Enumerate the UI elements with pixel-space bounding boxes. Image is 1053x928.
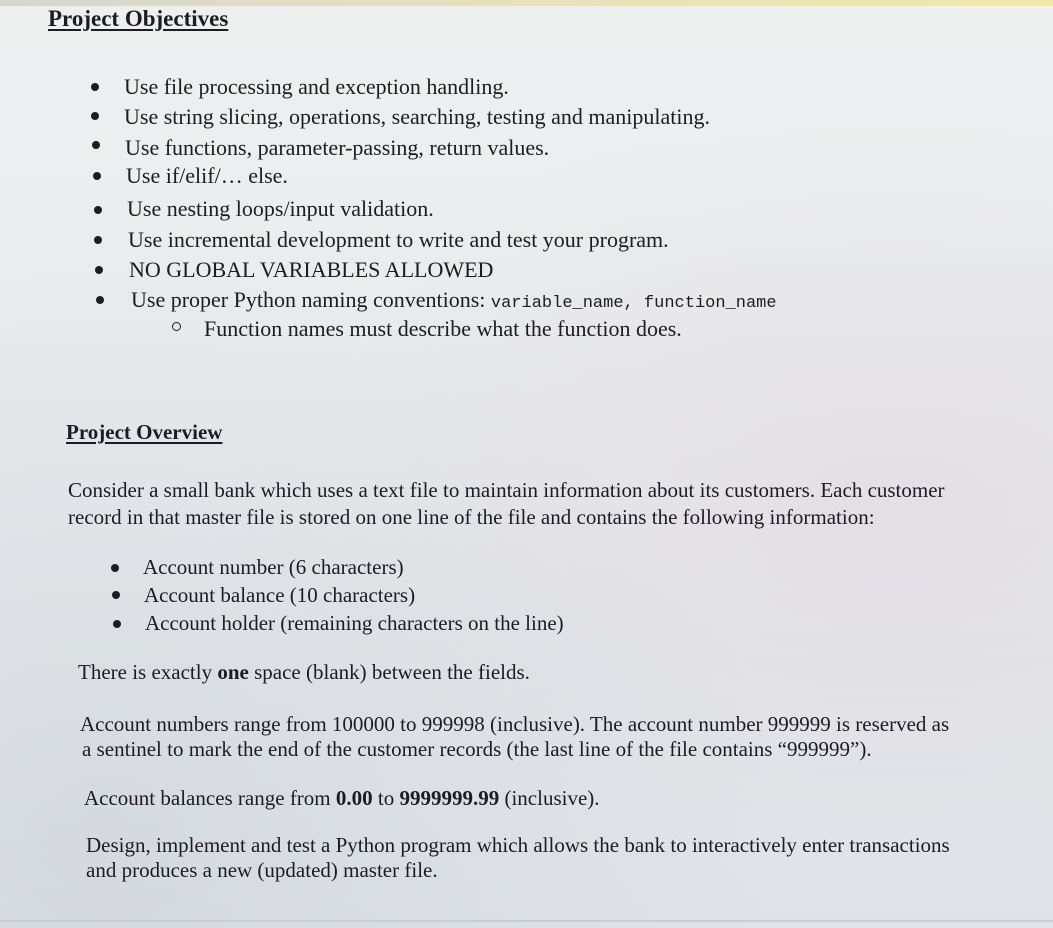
- field-item: Account number (6 characters): [143, 555, 404, 579]
- naming-conventions-text: Use proper Python naming conventions:: [131, 287, 486, 312]
- spacing-emphasis: one: [217, 660, 249, 684]
- field-item: Account balance (10 characters): [144, 583, 416, 607]
- account-range-line2: a sentinel to mark the end of the customer records (the last line of the file contains “999999”).: [82, 737, 872, 761]
- objective-item: NO GLOBAL VARIABLES ALLOWED: [129, 257, 494, 282]
- bullet-icon: [91, 112, 99, 120]
- overview-heading: Project Overview: [66, 420, 223, 444]
- bullet-icon: [95, 266, 103, 274]
- objective-sub-item: Function names must describe what the function does.: [204, 316, 682, 341]
- objective-item: [131, 287, 777, 317]
- overview-intro-line1: Consider a small bank which uses a text file to maintain information about its customers. Each customer: [68, 478, 945, 502]
- balance-text: to: [372, 786, 400, 810]
- field-spacing-note: [78, 659, 530, 685]
- bullet-icon: [96, 296, 104, 304]
- objective-item: Use string slicing, operations, searching, testing and manipulating.: [124, 104, 710, 129]
- bullet-icon: [111, 564, 119, 572]
- design-line2: and produces a new (updated) master file.: [86, 858, 438, 882]
- account-range-line1: Account numbers range from 100000 to 999998 (inclusive). The account number 999999 is reserved as: [80, 712, 950, 736]
- objectives-heading: Project Objectives: [48, 6, 229, 31]
- bullet-icon: [92, 141, 100, 149]
- bullet-icon: [113, 620, 121, 628]
- page-bottom-edge: [0, 920, 1053, 922]
- balance-max: 9999999.99: [399, 786, 500, 810]
- objective-item: Use if/elif/… else.: [126, 163, 288, 188]
- bullet-icon: [94, 236, 102, 244]
- balance-text: (inclusive).: [499, 786, 600, 810]
- spacing-text: There is exactly: [78, 660, 218, 684]
- bullet-icon: [93, 172, 101, 180]
- design-line1: Design, implement and test a Python program which allows the bank to interactively enter transactions: [86, 833, 950, 857]
- naming-conventions-code: variable_name, function_name: [490, 294, 777, 313]
- overview-intro-line2: record in that master file is stored on one line of the file and contains the following information:: [68, 505, 875, 529]
- objective-item: Use file processing and exception handling.: [124, 74, 509, 99]
- field-item: Account holder (remaining characters on the line): [145, 611, 564, 635]
- spacing-text: space (blank) between the fields.: [248, 660, 530, 684]
- balance-min: 0.00: [335, 786, 373, 810]
- bullet-icon: [112, 591, 120, 599]
- objective-item: Use incremental development to write and test your program.: [128, 227, 669, 252]
- objective-item: Use functions, parameter-passing, return values.: [125, 135, 550, 160]
- bullet-icon: [94, 206, 102, 214]
- bullet-icon: [91, 83, 99, 91]
- sub-bullet-icon: [172, 322, 181, 331]
- objective-item: Use nesting loops/input validation.: [127, 196, 434, 221]
- balance-range: [84, 785, 600, 811]
- balance-text: Account balances range from: [84, 786, 336, 810]
